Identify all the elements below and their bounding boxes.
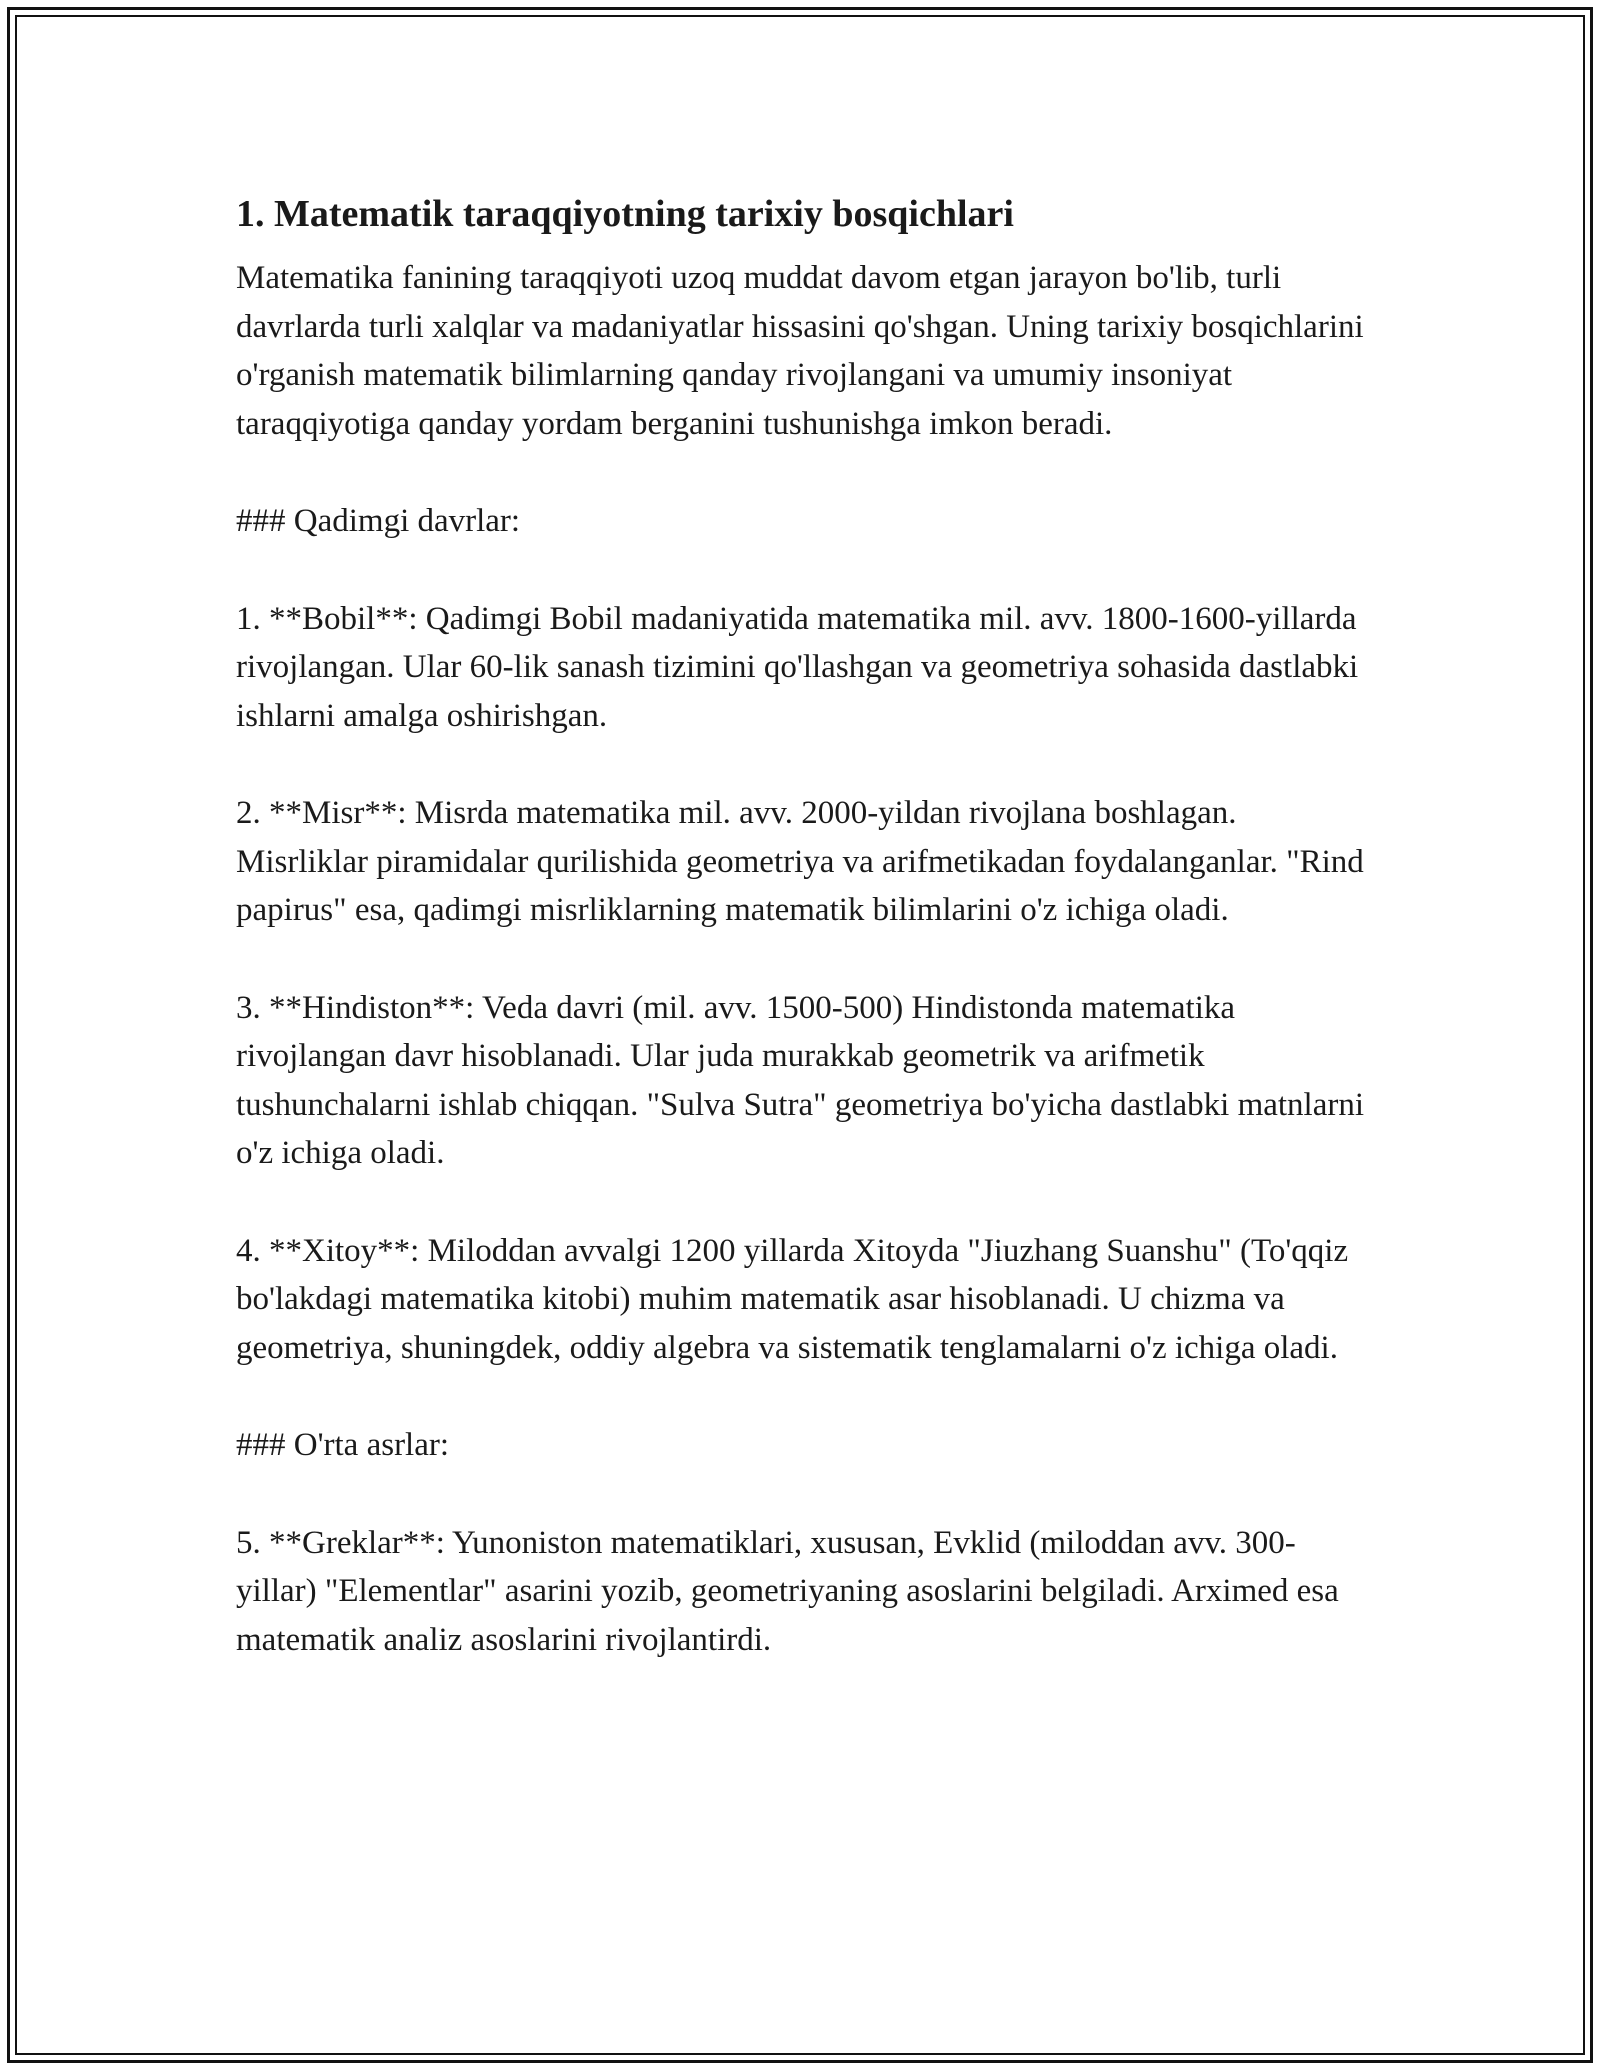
list-item-misr: 2. **Misr**: Misrda matematika mil. avv. 2000-yildan rivojlana boshlagan. Misrliklar piramidalar qurilishida geometriya va arifmetikadan foydalanganlar. "Rind papirus" esa, qadimgi misrliklarning matematik bilimlarini o'z ichiga oladi.: [236, 795, 1364, 928]
document-body: [236, 186, 1366, 1713]
document-title: 1. Matematik taraqqiyotning tarixiy bosqichlari: [236, 193, 1014, 235]
list-item-xitoy: 4. **Xitoy**: Miloddan avvalgi 1200 yillarda Xitoyda "Jiuzhang Suanshu" (To'qqiz bo'lakdagi matematika kitobi) muhim matematik asar hisoblanadi. U chizma va geometriya, shuningdek, oddiy algebra va sistematik tenglamalarni o'z ichiga oladi.: [236, 1232, 1349, 1366]
list-item-hindiston: 3. **Hindiston**: Veda davri (mil. avv. 1500-500) Hindistonda matematika rivojlangan davr hisoblanadi. Ular juda murakkab geometrik va arifmetik tushunchalarni ishlab chiqqan. "Sulva Sutra" geometriya bo'yicha dastlabki matnlarni o'z ichiga oladi.: [236, 989, 1365, 1171]
list-item-greklar: 5. **Greklar**: Yunoniston matematiklari, xususan, Evklid (miloddan avv. 300-yillar) "Elementlar" asarini yozib, geometriyaning asoslarini belgiladi. Arximed esa matematik analiz asoslarini rivojlantirdi.: [236, 1524, 1339, 1658]
section-heading-ancient: ### Qadimgi davrlar:: [236, 503, 521, 539]
list-item-bobil: 1. **Bobil**: Qadimgi Bobil madaniyatida matematika mil. avv. 1800-1600-yillarda rivojlangan. Ular 60-lik sanash tizimini qo'llashgan va geometriya sohasida dastlabki ishlarni amalga oshirishgan.: [236, 600, 1359, 734]
intro-paragraph: Matematika fanining taraqqiyoti uzoq muddat davom etgan jarayon bo'lib, turli davrlarda turli xalqlar va madaniyatlar hissasini qo'shgan. Uning tarixiy bosqichlarini o'rganish matematik bilimlarning qanday rivojlangani va umumiy insoniyat taraqqiyotiga qanday yordam berganini tushunishga imkon beradi.: [236, 260, 1364, 442]
section-heading-middle-ages: ### O'rta asrlar:: [236, 1427, 450, 1463]
